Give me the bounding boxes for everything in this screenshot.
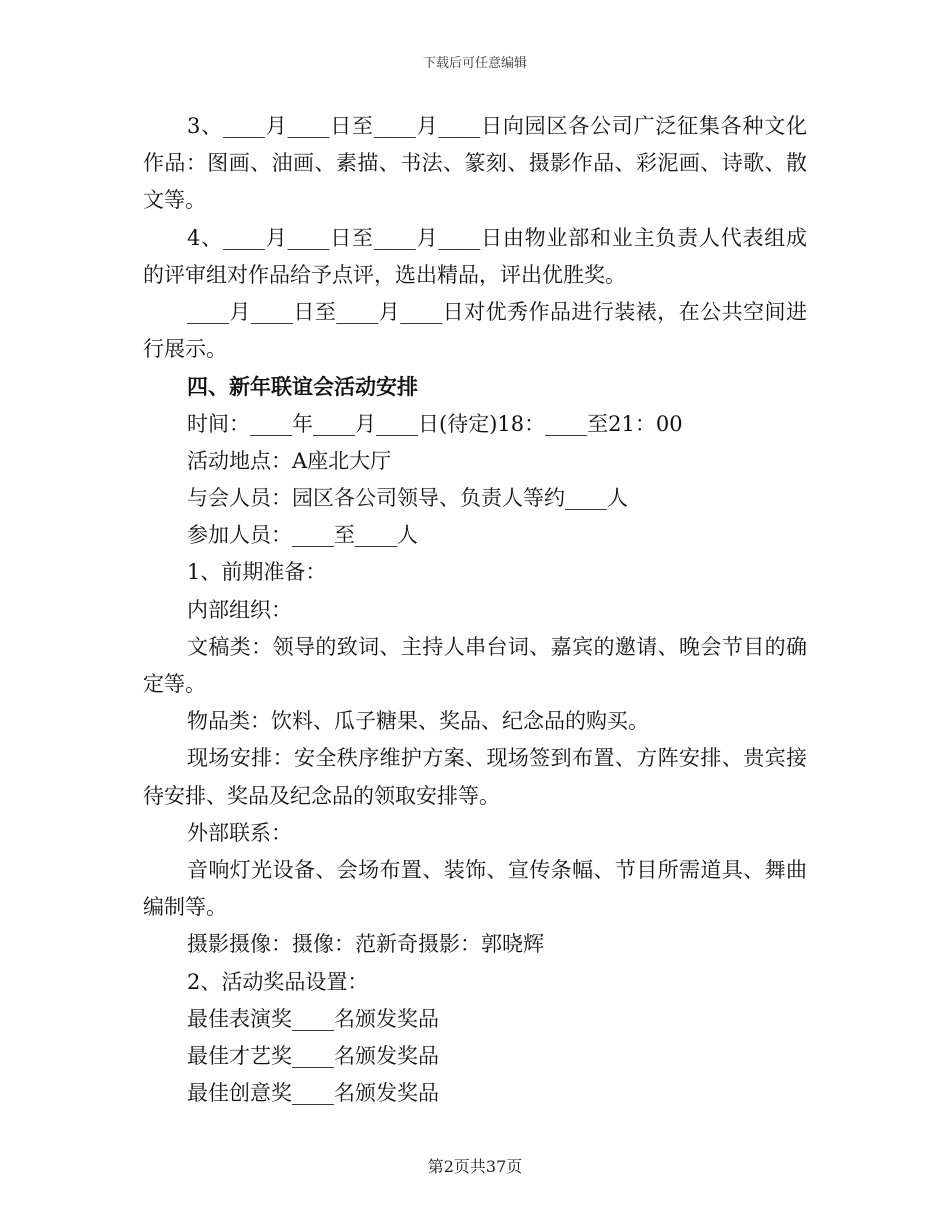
award-best-creativity: 最佳创意奖____名颁发奖品 — [187, 1081, 439, 1106]
subsection-awards: 2、活动奖品设置： — [187, 969, 369, 994]
event-time: 时间：____年____月____日(待定)18：____至21：00 — [187, 411, 683, 436]
paragraph-exhibition-period: ____月____日至____月____日对优秀作品进行装裱，在公共空间进行展示。 — [143, 300, 807, 362]
external-contacts: 外部联系： — [187, 820, 292, 845]
document-body — [143, 108, 807, 1112]
documents-item: 文稿类：领导的致词、主持人串台词、嘉宾的邀请、晚会节目的确定等。 — [143, 634, 807, 697]
award-best-performance: 最佳表演奖____名颁发奖品 — [187, 1006, 439, 1031]
event-location: 活动地点：A座北大厅 — [187, 448, 392, 473]
section-heading: 四、新年联谊会活动安排 — [187, 374, 418, 400]
subsection-preparation: 1、前期准备： — [187, 560, 327, 585]
supplies-item: 物品类：饮料、瓜子糖果、奖品、纪念品的购买。 — [187, 709, 649, 734]
event-attendees: 与会人员：园区各公司领导、负责人等约____人 — [187, 486, 628, 511]
event-participants: 参加人员：____至____人 — [187, 523, 418, 548]
paragraph-collection-period: 3、____月____日至____月____日向园区各公司广泛征集各种文化作品：图画、油画、素描、书法、篆刻、摄影作品、彩泥画、诗歌、散文等。 — [143, 114, 807, 213]
award-best-talent: 最佳才艺奖____名颁发奖品 — [187, 1044, 439, 1069]
onsite-arrangement-item: 现场安排：安全秩序维护方案、现场签到布置、方阵安排、贵宾接待安排、奖品及纪念品的领取安排等。 — [143, 746, 807, 808]
page-footer: 第2页共37页 — [427, 1157, 523, 1176]
photography-item: 摄影摄像：摄像：范新奇摄影：郭晓辉 — [187, 932, 544, 957]
internal-organization: 内部组织： — [187, 597, 292, 622]
equipment-item: 音响灯光设备、会场布置、装饰、宣传条幅、节目所需道具、舞曲编制等。 — [143, 858, 807, 920]
paragraph-review-period: 4、____月____日至____月____日由物业部和业主负责人代表组成的评审组对作品给予点评，选出精品，评出优胜奖。 — [143, 225, 807, 287]
page-header: 下载后可任意编辑 — [422, 56, 527, 71]
